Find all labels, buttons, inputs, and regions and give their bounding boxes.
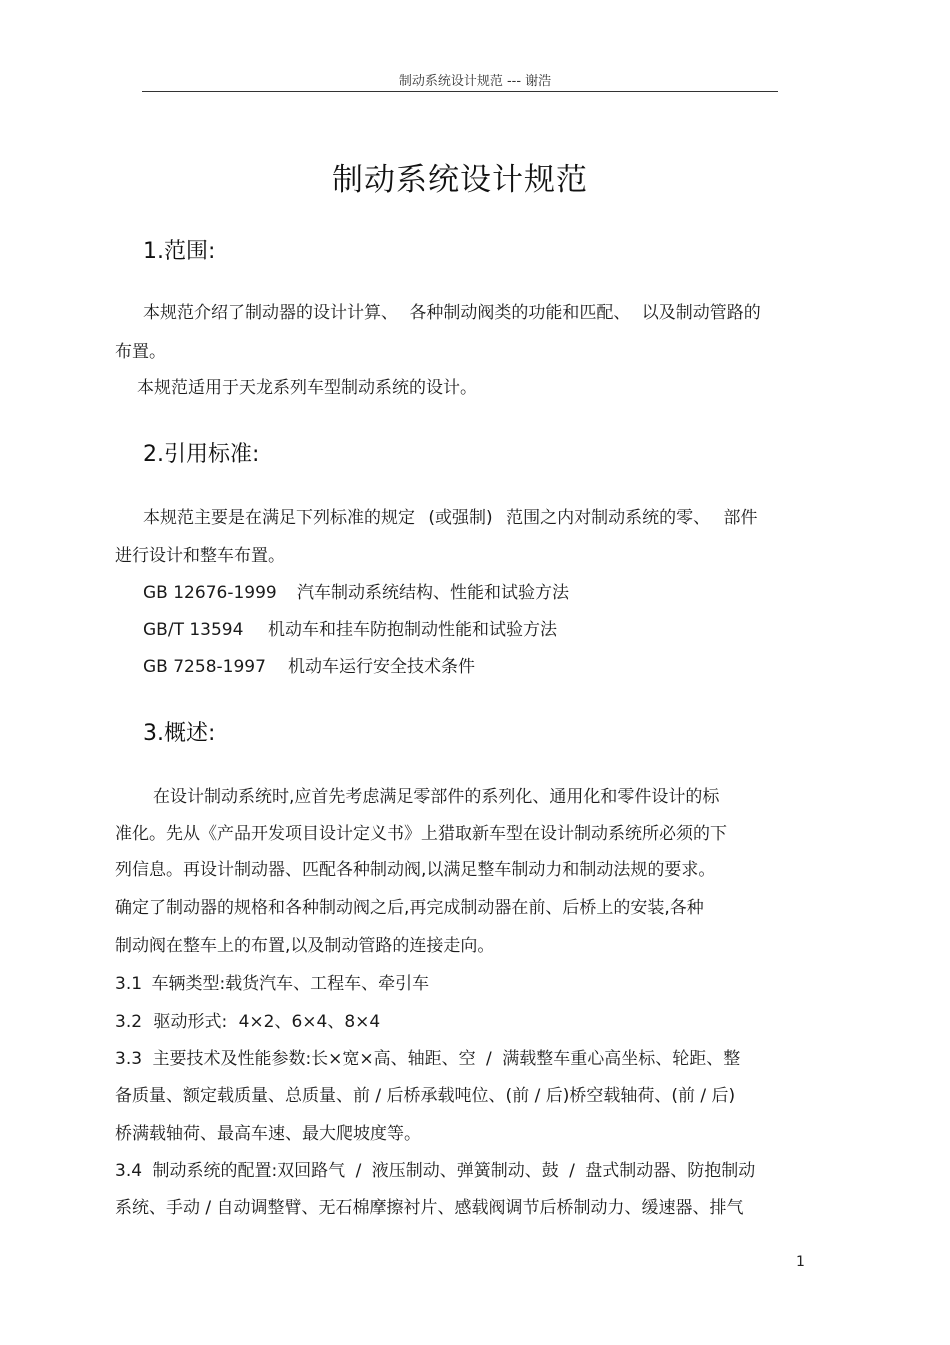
section-3-line: 3.3 主要技术及性能参数:长×宽×高、轴距、空 / 满载整车重心高坐标、轮距、整 [115,1049,741,1069]
section-2-heading: 2.引用标准: [143,442,260,467]
running-header: 制动系统设计规范 --- 谢浩 [398,74,552,89]
section-3-line: 确定了制动器的规格和各种制动阀之后,再完成制动器在前、后桥上的安装,各种 [115,898,704,918]
standard-code: GB 12676-1999 [143,583,277,603]
section-3-line: 在设计制动系统时,应首先考虑满足零部件的系列化、通用化和零件设计的标 [153,787,720,807]
standard-item [143,615,557,640]
section-3-line: 3.2 驱动形式: 4×2、6×4、8×4 [115,1012,381,1032]
section-3-line: 3.4 制动系统的配置:双回路气 / 液压制动、弹簧制动、鼓 / 盘式制动器、防抱制动 [115,1161,756,1181]
section-1-para-line1: 本规范介绍了制动器的设计计算、 各种制动阀类的功能和匹配、 以及制动管路的 [143,303,761,323]
standard-item [143,578,569,603]
standard-item [143,652,475,677]
standard-name: 机动车运行安全技术条件 [288,657,475,677]
section-1-para2: 本规范适用于天龙系列车型制动系统的设计。 [137,378,477,398]
section-3-line: 3.1 车辆类型:载货汽车、工程车、牵引车 [115,974,430,994]
document-title: 制动系统设计规范 [332,162,588,198]
section-1-heading: 1.范围: [143,239,216,264]
page-number: 1 [796,1254,805,1270]
section-3-line: 制动阀在整车上的布置,以及制动管路的连接走向。 [115,936,495,956]
section-3-line: 准化。先从《产品开发项目设计定义书》上猎取新车型在设计制动系统所必须的下 [115,824,727,844]
standard-name: 机动车和挂车防抱制动性能和试验方法 [268,620,557,640]
standard-code: GB 7258-1997 [143,657,266,677]
section-2-para-line1: 本规范主要是在满足下列标准的规定 (或强制) 范围之内对制动系统的零、 部件 [143,508,758,528]
section-3-heading: 3.概述: [143,721,216,746]
section-3-line: 列信息。再设计制动器、匹配各种制动阀,以满足整车制动力和制动法规的要求。 [115,860,716,880]
section-2-para-line2: 进行设计和整车布置。 [115,546,285,566]
section-1-para-line2: 布置。 [115,342,166,362]
section-3-line: 系统、手动 / 自动调整臂、无石棉摩擦衬片、感载阀调节后桥制动力、缓速器、排气 [115,1198,744,1218]
standard-code: GB/T 13594 [143,620,244,640]
section-3-line: 桥满载轴荷、最高车速、最大爬坡度等。 [115,1124,421,1144]
section-3-line: 备质量、额定载质量、总质量、前 / 后桥承载吨位、(前 / 后)桥空载轴荷、(前 / 后) [115,1086,736,1106]
header-rule [142,91,778,92]
standard-name: 汽车制动系统结构、性能和试验方法 [297,583,569,603]
